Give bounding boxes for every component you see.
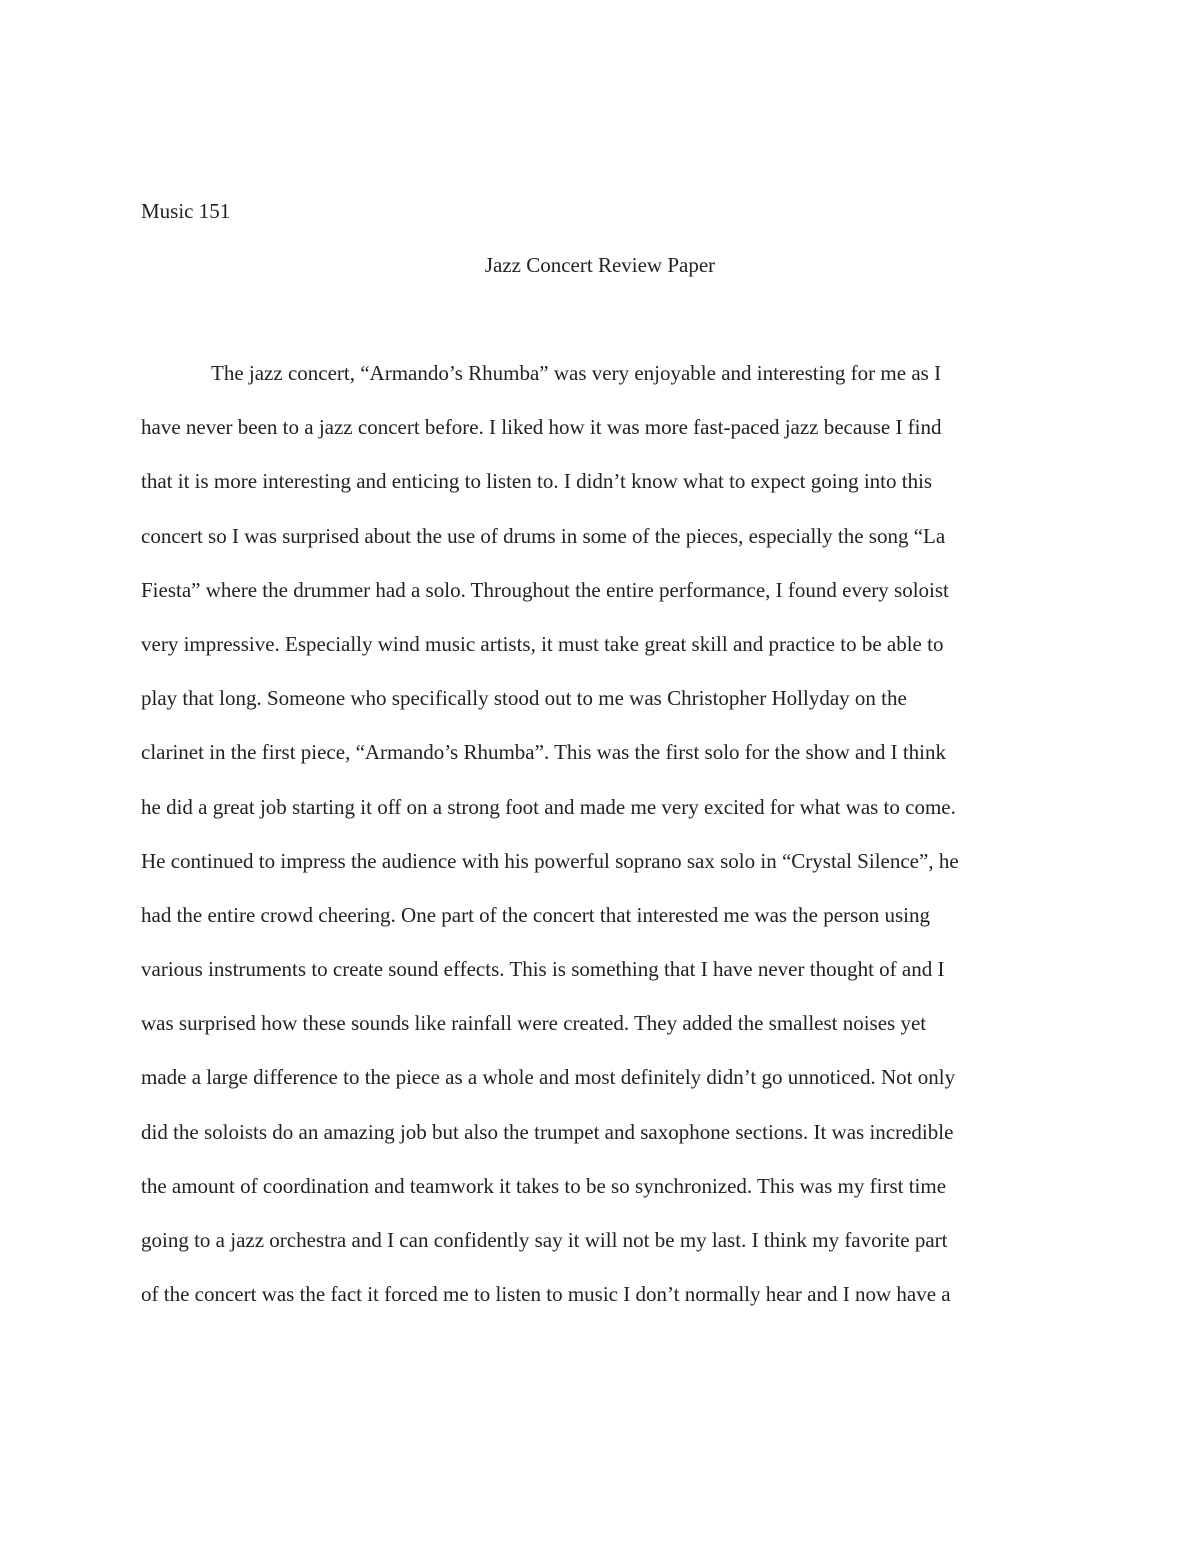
body-line: various instruments to create sound effects. This is something that I have never thought of and I <box>141 957 945 982</box>
body-line: he did a great job starting it off on a strong foot and made me very excited for what was to come. <box>141 794 956 819</box>
body-line: did the soloists do an amazing job but also the trumpet and saxophone sections. It was incredible <box>141 1119 954 1144</box>
body-line: concert so I was surprised about the use of drums in some of the pieces, especially the song “La <box>141 523 946 548</box>
body-line: of the concert was the fact it forced me to listen to music I don’t normally hear and I now have a <box>141 1282 951 1307</box>
body-line: have never been to a jazz concert before. I liked how it was more fast-paced jazz because I find <box>141 415 942 440</box>
paper-title: Jazz Concert Review Paper <box>484 253 716 277</box>
body-line: The jazz concert, “Armando’s Rhumba” was very enjoyable and interesting for me as I <box>211 361 942 385</box>
body-line: the amount of coordination and teamwork it takes to be so synchronized. This was my first time <box>141 1173 947 1198</box>
body-line: Fiesta” where the drummer had a solo. Throughout the entire performance, I found every soloist <box>141 577 949 602</box>
paper-body <box>141 358 1061 1333</box>
body-line: made a large difference to the piece as a whole and most definitely didn’t go unnoticed. Not only <box>141 1065 956 1090</box>
course-heading: Music 151 <box>141 199 231 223</box>
body-line: that it is more interesting and enticing to listen to. I didn’t know what to expect going into this <box>141 469 933 494</box>
body-line: had the entire crowd cheering. One part of the concert that interested me was the person using <box>141 902 930 927</box>
body-line: very impressive. Especially wind music artists, it must take great skill and practice to be able to <box>141 631 944 656</box>
body-line: play that long. Someone who specifically stood out to me was Christopher Hollyday on the <box>141 686 907 711</box>
body-line: clarinet in the first piece, “Armando’s Rhumba”. This was the first solo for the show and I think <box>141 740 947 765</box>
body-line: was surprised how these sounds like rainfall were created. They added the smallest noises yet <box>141 1011 927 1036</box>
body-line: He continued to impress the audience with his powerful soprano sax solo in “Crystal Silence”, he <box>141 848 959 873</box>
body-line: going to a jazz orchestra and I can confidently say it will not be my last. I think my favorite part <box>141 1228 948 1252</box>
